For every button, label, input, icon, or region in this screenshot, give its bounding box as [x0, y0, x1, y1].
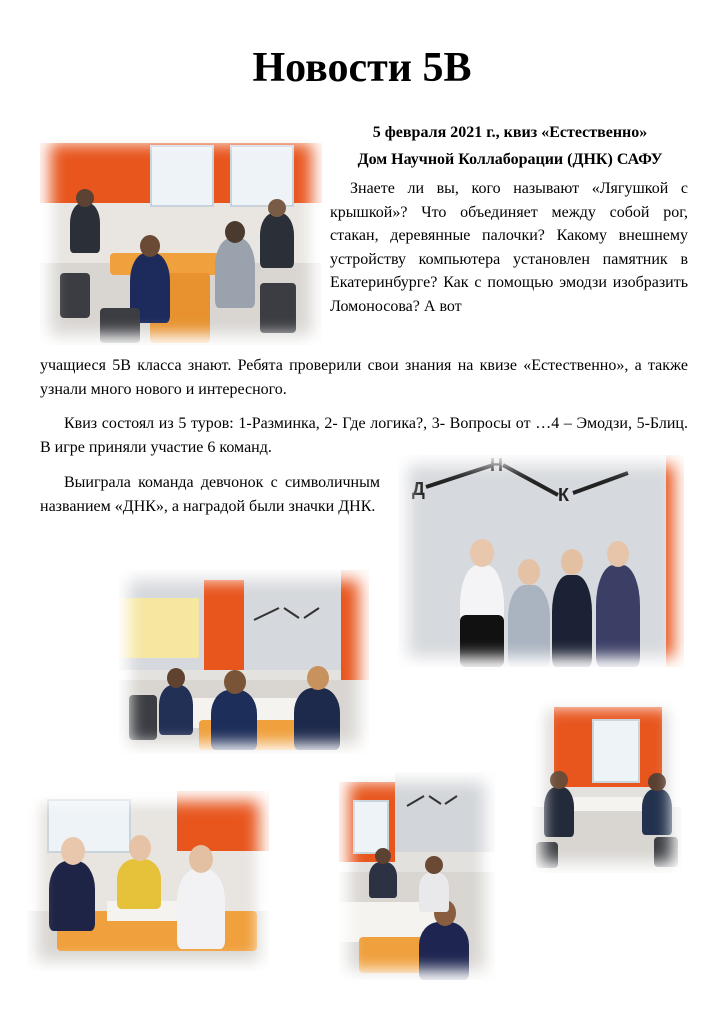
photo-girls-team — [27, 791, 269, 971]
photo-classroom-quiz — [40, 133, 322, 345]
dnk-logo-letter-k: К — [558, 485, 569, 505]
intro-paragraph-continued: учащиеся 5В класса знают. Ребята проверили свои знания на квизе «Естественно», а также узнали много нового и интересного. — [40, 357, 688, 398]
photo-classroom-overview — [339, 772, 495, 980]
quiz-rounds-paragraph: Квиз состоял из 5 туров: 1-Разминка, 2- Где логика?, 3- Вопросы от …4 – Эмодзи, 5-Блиц. В игре приняли участие 6 команд. — [40, 415, 688, 456]
winner-paragraph: Выиграла команда девчонок с символичным названием «ДНК», а наградой были значки ДНК. — [40, 474, 380, 515]
dnk-logo-letter-d: Д — [412, 479, 425, 499]
article-venue-heading: Дом Научной Коллаборации (ДНК) САФУ — [357, 151, 663, 168]
intro-paragraph: Знаете ли вы, кого называют «Лягушкой с крышкой»? Что объединяет между собой рог, стакан, деревянные палочки? Какому внешнему устройству компьютера установлен памятник в Екатеринбурге? Как с помощью эмодзи изобразить Ломоносова? А вот — [330, 180, 688, 315]
photo-quiz-screen — [119, 570, 369, 754]
photo-winning-team — [398, 455, 684, 667]
page-title: Новости 5В — [252, 45, 472, 91]
dnk-logo-letter-n: Н — [490, 455, 503, 475]
article-date-heading: 5 февраля 2021 г., квиз «Естественно» — [372, 124, 648, 141]
photo-team-table — [532, 697, 682, 873]
